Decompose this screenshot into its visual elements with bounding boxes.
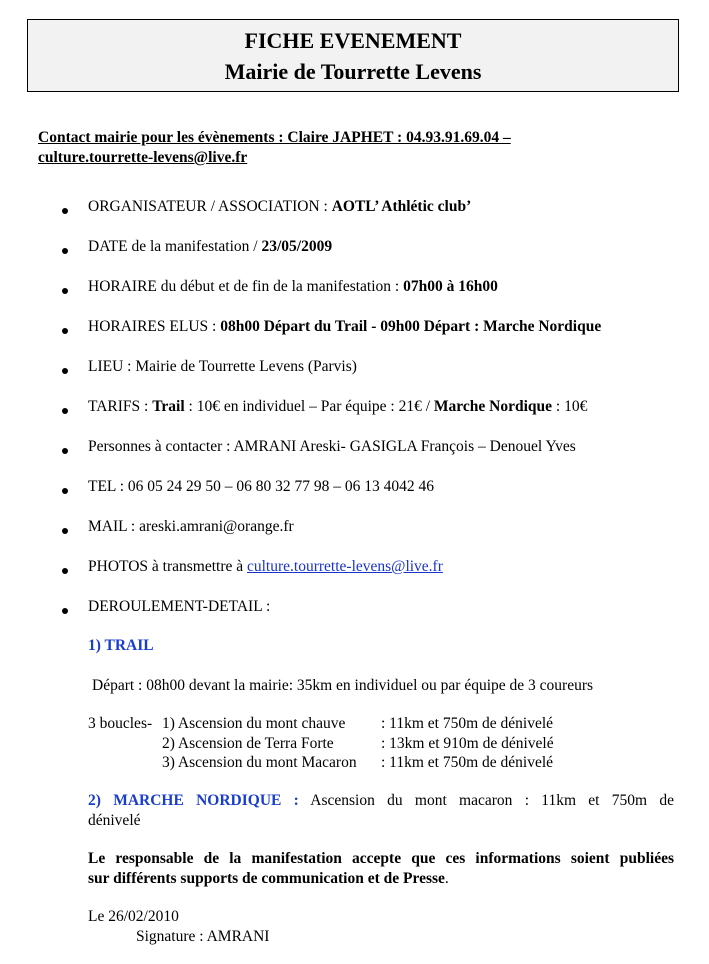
loop-3-name: 3) Ascension du mont Macaron xyxy=(162,754,357,771)
signature-name: Signature : AMRANI xyxy=(136,928,270,945)
list-item-organisateur xyxy=(88,198,471,216)
page-title: FICHE EVENEMENT xyxy=(244,28,462,53)
contact-line-2: culture.tourrette-levens@live.fr xyxy=(38,149,248,166)
list-item-personnes: Personnes à contacter : AMRANI Areski- GASIGLA François – Denouel Yves xyxy=(88,438,576,455)
marche-detail: Ascension du mont macaron : 11km et 750m de xyxy=(310,792,675,809)
horaire-label: HORAIRE du début et de fin de la manifestation : xyxy=(88,278,404,295)
list-item-horaire xyxy=(88,278,498,296)
trail-depart: Départ : 08h00 devant la mairie: 35km en individuel ou par équipe de 3 coureurs xyxy=(92,677,594,694)
bullet xyxy=(62,568,68,574)
marche-line-1 xyxy=(88,792,674,810)
horaire-value: 07h00 à 16h00 xyxy=(403,278,498,295)
organisateur-label: ORGANISATEUR / ASSOCIATION : xyxy=(88,198,332,215)
loop-1-detail: : 11km et 750m de dénivelé xyxy=(381,715,554,732)
elus-value: 08h00 Départ du Trail - 09h00 Départ : Marche Nordique xyxy=(220,318,602,335)
bullet xyxy=(62,608,68,614)
trail-heading: 1) TRAIL xyxy=(88,637,154,654)
list-item-tel: TEL : 06 05 24 29 50 – 06 80 32 77 98 – 06 13 4042 46 xyxy=(88,478,435,495)
list-item-lieu: LIEU : Mairie de Tourrette Levens (Parvis) xyxy=(88,358,357,375)
list-item-tarifs xyxy=(88,398,587,416)
tarifs-trail: Trail xyxy=(152,398,185,415)
tarifs-end: : 10€ xyxy=(552,398,588,415)
tarifs-label: TARIFS : xyxy=(88,398,153,415)
bullet xyxy=(62,288,68,294)
elus-label: HORAIRES ELUS : xyxy=(88,318,221,335)
tarifs-mid: : 10€ en individuel – Par équipe : 21€ / xyxy=(184,398,434,415)
list-item-photos xyxy=(88,558,443,576)
marche-heading: 2) MARCHE NORDIQUE : xyxy=(88,792,299,809)
list-item-deroulement: DEROULEMENT-DETAIL : xyxy=(88,598,271,615)
list-item-date xyxy=(88,238,332,256)
boucles-prefix: 3 boucles- xyxy=(88,715,153,732)
bullet xyxy=(62,248,68,254)
date-label: DATE de la manifestation / xyxy=(88,238,262,255)
bullet xyxy=(62,448,68,454)
bullet xyxy=(62,408,68,414)
bullet xyxy=(62,368,68,374)
page-subtitle: Mairie de Tourrette Levens xyxy=(224,59,482,84)
contact-block xyxy=(38,128,678,168)
marche-line-2: dénivelé xyxy=(88,812,141,829)
tarifs-marche: Marche Nordique xyxy=(433,398,553,415)
photos-email-link[interactable]: culture.tourrette-levens@live.fr xyxy=(247,558,443,575)
statement-end: . xyxy=(444,870,449,887)
loop-1-name: 1) Ascension du mont chauve xyxy=(162,715,346,732)
signature-date: Le 26/02/2010 xyxy=(88,908,179,925)
statement-line-2 xyxy=(88,870,449,888)
bullet xyxy=(62,208,68,214)
organisateur-value: AOTL’ Athlétic club’ xyxy=(331,198,472,215)
statement-line-1: Le responsable de la manifestation accepte que ces informations soient publiées xyxy=(88,850,674,867)
date-value: 23/05/2009 xyxy=(261,238,333,255)
header-box xyxy=(27,19,679,92)
list-item-mail: MAIL : areski.amrani@orange.fr xyxy=(88,518,294,535)
list-item-horaires-elus xyxy=(88,318,601,336)
loop-3-detail: : 11km et 750m de dénivelé xyxy=(381,754,554,771)
bullet xyxy=(62,488,68,494)
bullet xyxy=(62,328,68,334)
photos-label: PHOTOS à transmettre à xyxy=(88,558,247,575)
bullet xyxy=(62,528,68,534)
loop-2-detail: : 13km et 910m de dénivelé xyxy=(381,735,554,752)
statement-line-2-text: sur différents supports de communication et de Presse xyxy=(88,870,445,887)
loop-2-name: 2) Ascension de Terra Forte xyxy=(162,735,334,752)
contact-line-1: Contact mairie pour les évènements : Claire JAPHET : 04.93.91.69.04 – xyxy=(38,129,511,146)
